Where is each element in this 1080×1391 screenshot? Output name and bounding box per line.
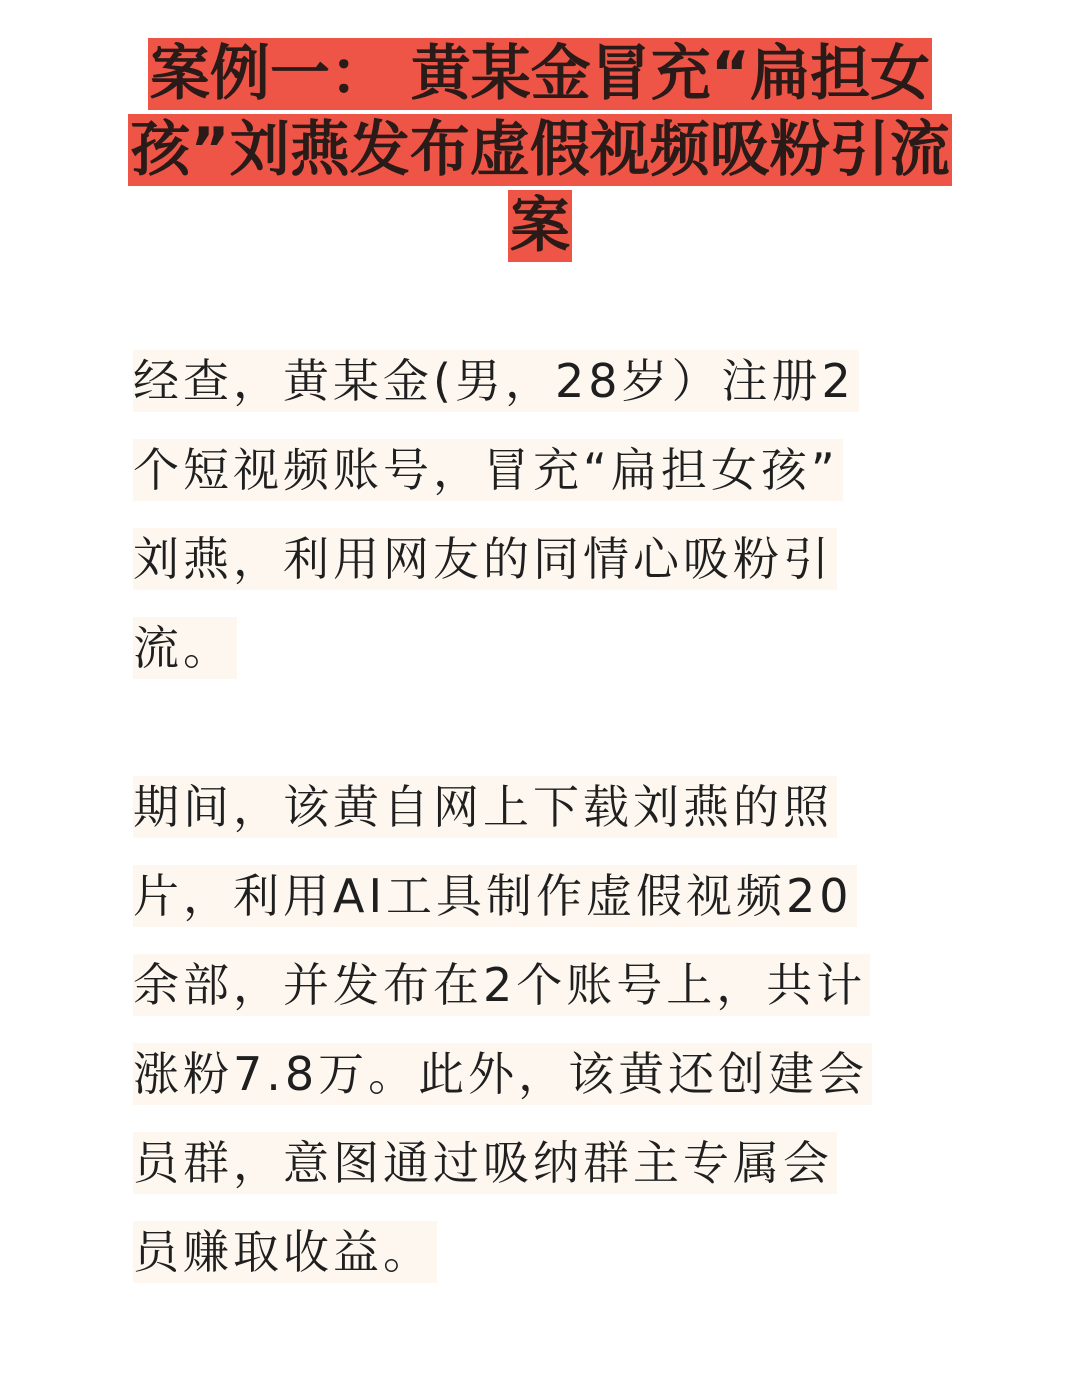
paragraph-line: 片，利用AI工具制作虚假视频20 [133,865,857,927]
paragraph-details [133,776,963,1310]
paragraph-line: 期间，该黄自网上下载刘燕的照 [133,776,837,838]
paragraph-line: 员群，意图通过吸纳群主专属会 [133,1132,837,1194]
case-title-line-3: 案 [510,191,570,261]
case-title-line-2: 孩”刘燕发布虚假视频吸粉引流 [130,115,950,185]
paragraph-line: 员赚取收益。 [133,1221,437,1283]
paragraph-line: 涨粉7.8万。此外，该黄还创建会 [133,1043,872,1105]
paragraph-investigation [133,350,963,706]
paragraph-line: 余部，并发布在2个账号上，共计 [133,954,870,1016]
paragraph-line: 经查，黄某金(男，28岁）注册2 [133,350,859,412]
paragraph-line: 流。 [133,617,237,679]
case-title [0,38,1080,266]
paragraph-line: 刘燕，利用网友的同情心吸粉引 [133,528,837,590]
paragraph-line: 个短视频账号，冒充“扁担女孩” [133,439,843,501]
cut-off-next-line [133,1378,913,1391]
case-title-line-1: 案例一： 黄某金冒充“扁担女 [149,39,931,109]
